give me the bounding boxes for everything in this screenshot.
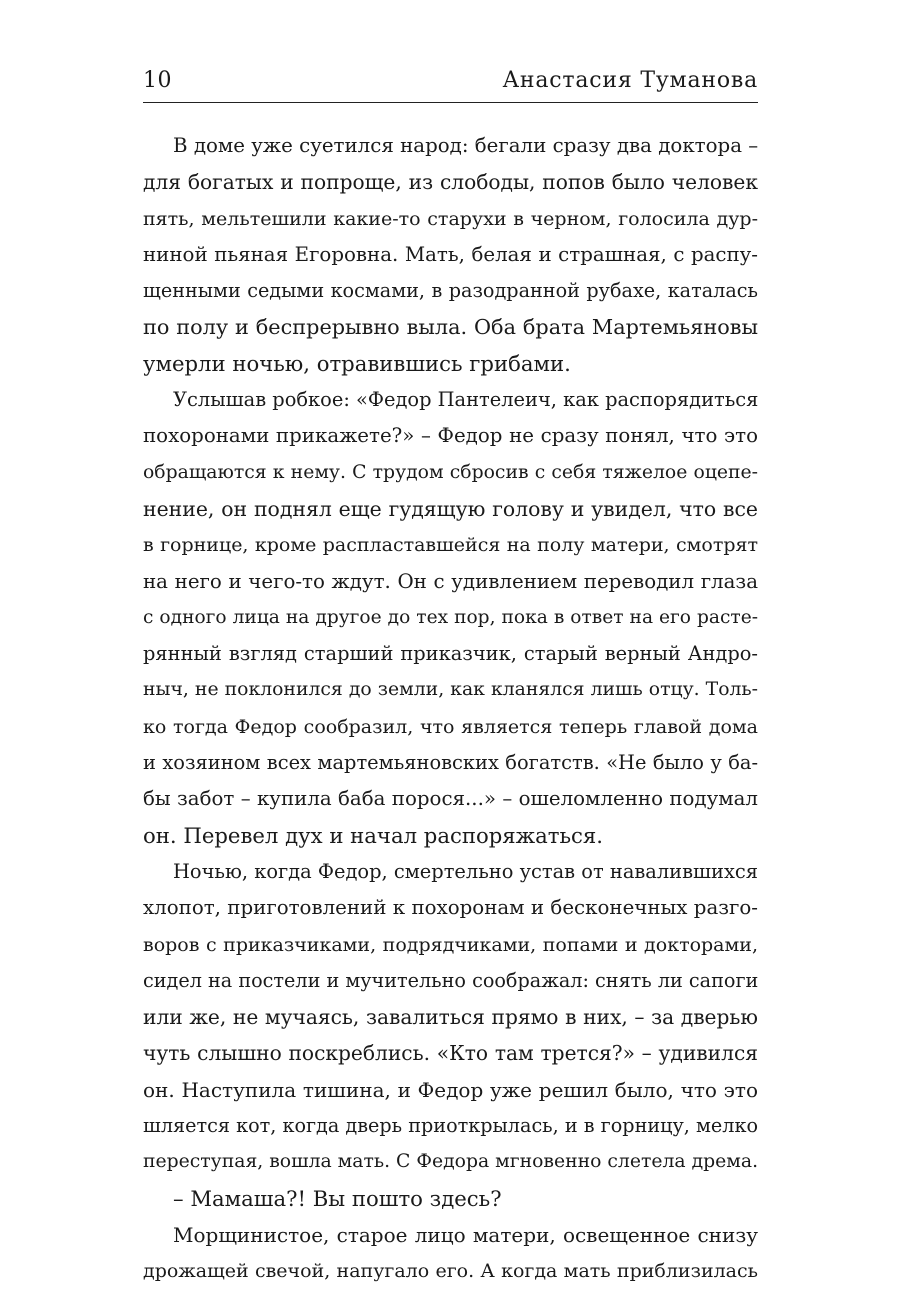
page-number: 10 — [143, 68, 172, 93]
text-line: ниной пьяная Егоровна. Мать, белая и страшная, с распу- — [143, 242, 758, 266]
text-line: воров с приказчиками, подрядчиками, попами и докторами, — [143, 933, 758, 956]
running-header-author: Анастасия Туманова — [502, 68, 758, 93]
text-line: Услышав робкое: «Федор Пантелеич, как распорядиться — [173, 388, 758, 412]
text-line: ныч, не поклонился до земли, как кланялся лишь отцу. Толь- — [143, 679, 758, 701]
text-line: бы забот – купила баба порося...» – ошеломленно подумал — [143, 787, 758, 811]
text-line: по полу и беспрерывно выла. Оба брата Мартемьяновы — [143, 315, 758, 340]
text-line: пять, мельтешили какие-то старухи в черном, голосила дур- — [143, 207, 758, 230]
text-line: он. Наступила тишина, и Федор уже решил было, что это — [143, 1077, 758, 1102]
text-line: дрожащей свечой, напугало его. А когда мать приблизилась — [143, 1260, 758, 1283]
body-text — [143, 128, 758, 1290]
text-line: переступая, вошла мать. С Федора мгновенно слетела дрема. — [143, 1151, 758, 1173]
text-line: ко тогда Федор сообразил, что является теперь главой дома — [143, 715, 758, 738]
text-line: он. Перевел дух и начал распоряжаться. — [143, 822, 603, 848]
text-line: – Мамаша?! Вы пошто здесь? — [173, 1185, 502, 1211]
text-line: сидел на постели и мучительно соображал: снять ли сапоги — [143, 968, 758, 992]
text-line: или же, не мучаясь, завалиться прямо в них, – за дверью — [143, 1005, 758, 1030]
text-line: хлопот, приготовлений к похоронам и бесконечных разго- — [143, 896, 758, 920]
text-line: шляется кот, когда дверь приоткрылась, и в горницу, мелко — [143, 1114, 758, 1138]
text-line: на него и чего-то ждут. Он с удивлением переводил глаза — [143, 569, 758, 593]
text-line: В доме уже суетился народ: бегали сразу два доктора – — [173, 134, 758, 157]
running-header — [143, 66, 758, 103]
text-line: щенными седыми космами, в разодранной рубахе, каталась — [143, 279, 758, 303]
text-line: в горнице, кроме распластавшейся на полу матери, смотрят — [143, 534, 758, 557]
text-line: чуть слышно поскреблись. «Кто там трется?» – удивился — [143, 1041, 758, 1066]
text-line: Ночью, когда Федор, смертельно устав от навалившихся — [173, 859, 758, 883]
text-line: с одного лица на другое до тех пор, пока в ответ на его расте- — [143, 606, 758, 628]
text-line: обращаются к нему. С трудом сбросив с себя тяжелое оцепе- — [143, 461, 758, 483]
text-line: нение, он поднял еще гудящую голову и увидел, что все — [143, 496, 758, 521]
text-line: Морщинистое, старое лицо матери, освещенное снизу — [173, 1222, 758, 1247]
text-line: для богатых и попроще, из слободы, попов было человек — [143, 170, 758, 195]
text-line: похоронами прикажете?» – Федор не сразу понял, что это — [143, 424, 758, 448]
text-line: умерли ночью, отравившись грибами. — [143, 350, 571, 376]
text-line: и хозяином всех мартемьяновских богатств. «Не было у ба- — [143, 751, 758, 775]
text-line: рянный взгляд старший приказчик, старый верный Андро- — [143, 642, 758, 666]
